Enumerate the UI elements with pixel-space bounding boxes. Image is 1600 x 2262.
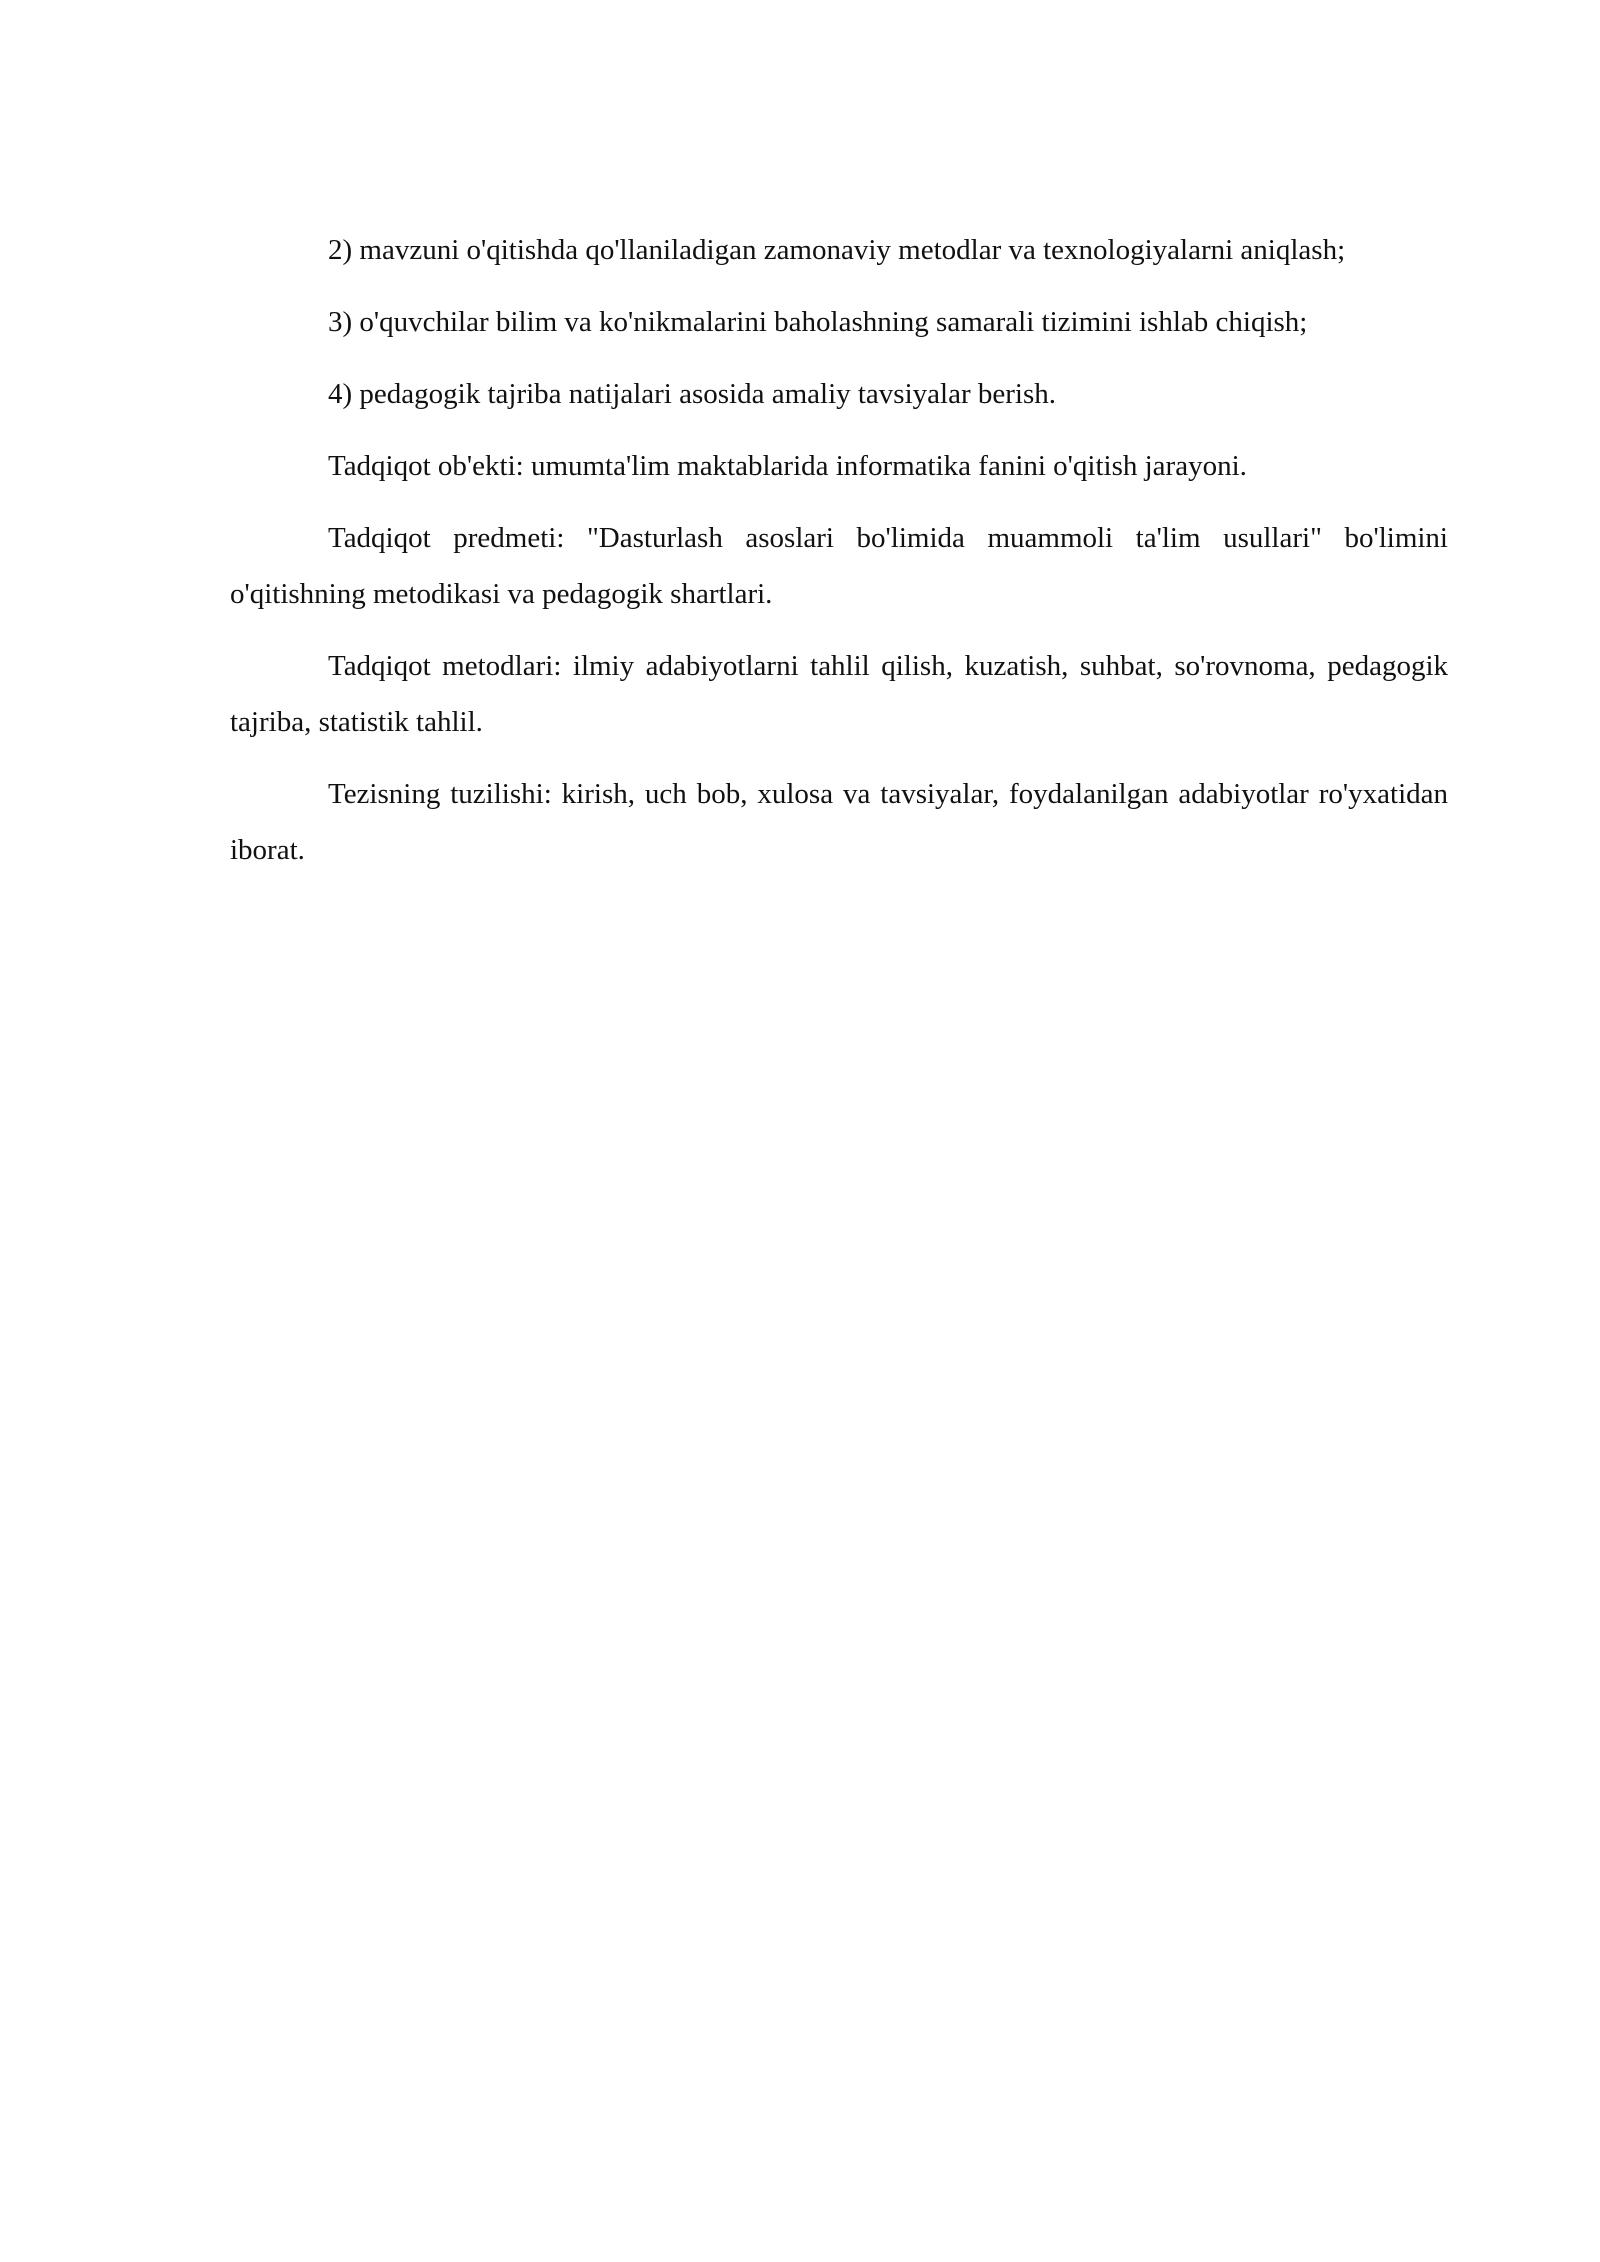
- research-object-paragraph: Tadqiqot ob'ekti: umumta'lim maktablarida informatika fanini o'qitish jarayoni.: [328, 450, 1247, 482]
- task-item-3: 3) o'quvchilar bilim va ko'nikmalarini baholashning samarali tizimini ishlab chiqish;: [328, 306, 1308, 338]
- research-subject-paragraph: Tadqiqot predmeti: "Dasturlash asoslari bo'limida muammoli ta'lim usullari" bo'limini o'qitishning metodikasi va pedagogik shartlari.: [230, 522, 1448, 610]
- task-item-4: 4) pedagogik tajriba natijalari asosida amaliy tavsiyalar berish.: [328, 378, 1056, 410]
- body-text: [230, 222, 1448, 894]
- task-item-2: 2) mavzuni o'qitishda qo'llaniladigan zamonaviy metodlar va texnologiyalarni aniqlash;: [328, 234, 1346, 266]
- thesis-structure-paragraph: Tezisning tuzilishi: kirish, uch bob, xulosa va tavsiyalar, foydalanilgan adabiyotlar ro'yxatidan iborat.: [230, 778, 1448, 866]
- research-methods-paragraph: Tadqiqot metodlari: ilmiy adabiyotlarni tahlil qilish, kuzatish, suhbat, so'rovnoma, pedagogik tajriba, statistik tahlil.: [230, 650, 1448, 738]
